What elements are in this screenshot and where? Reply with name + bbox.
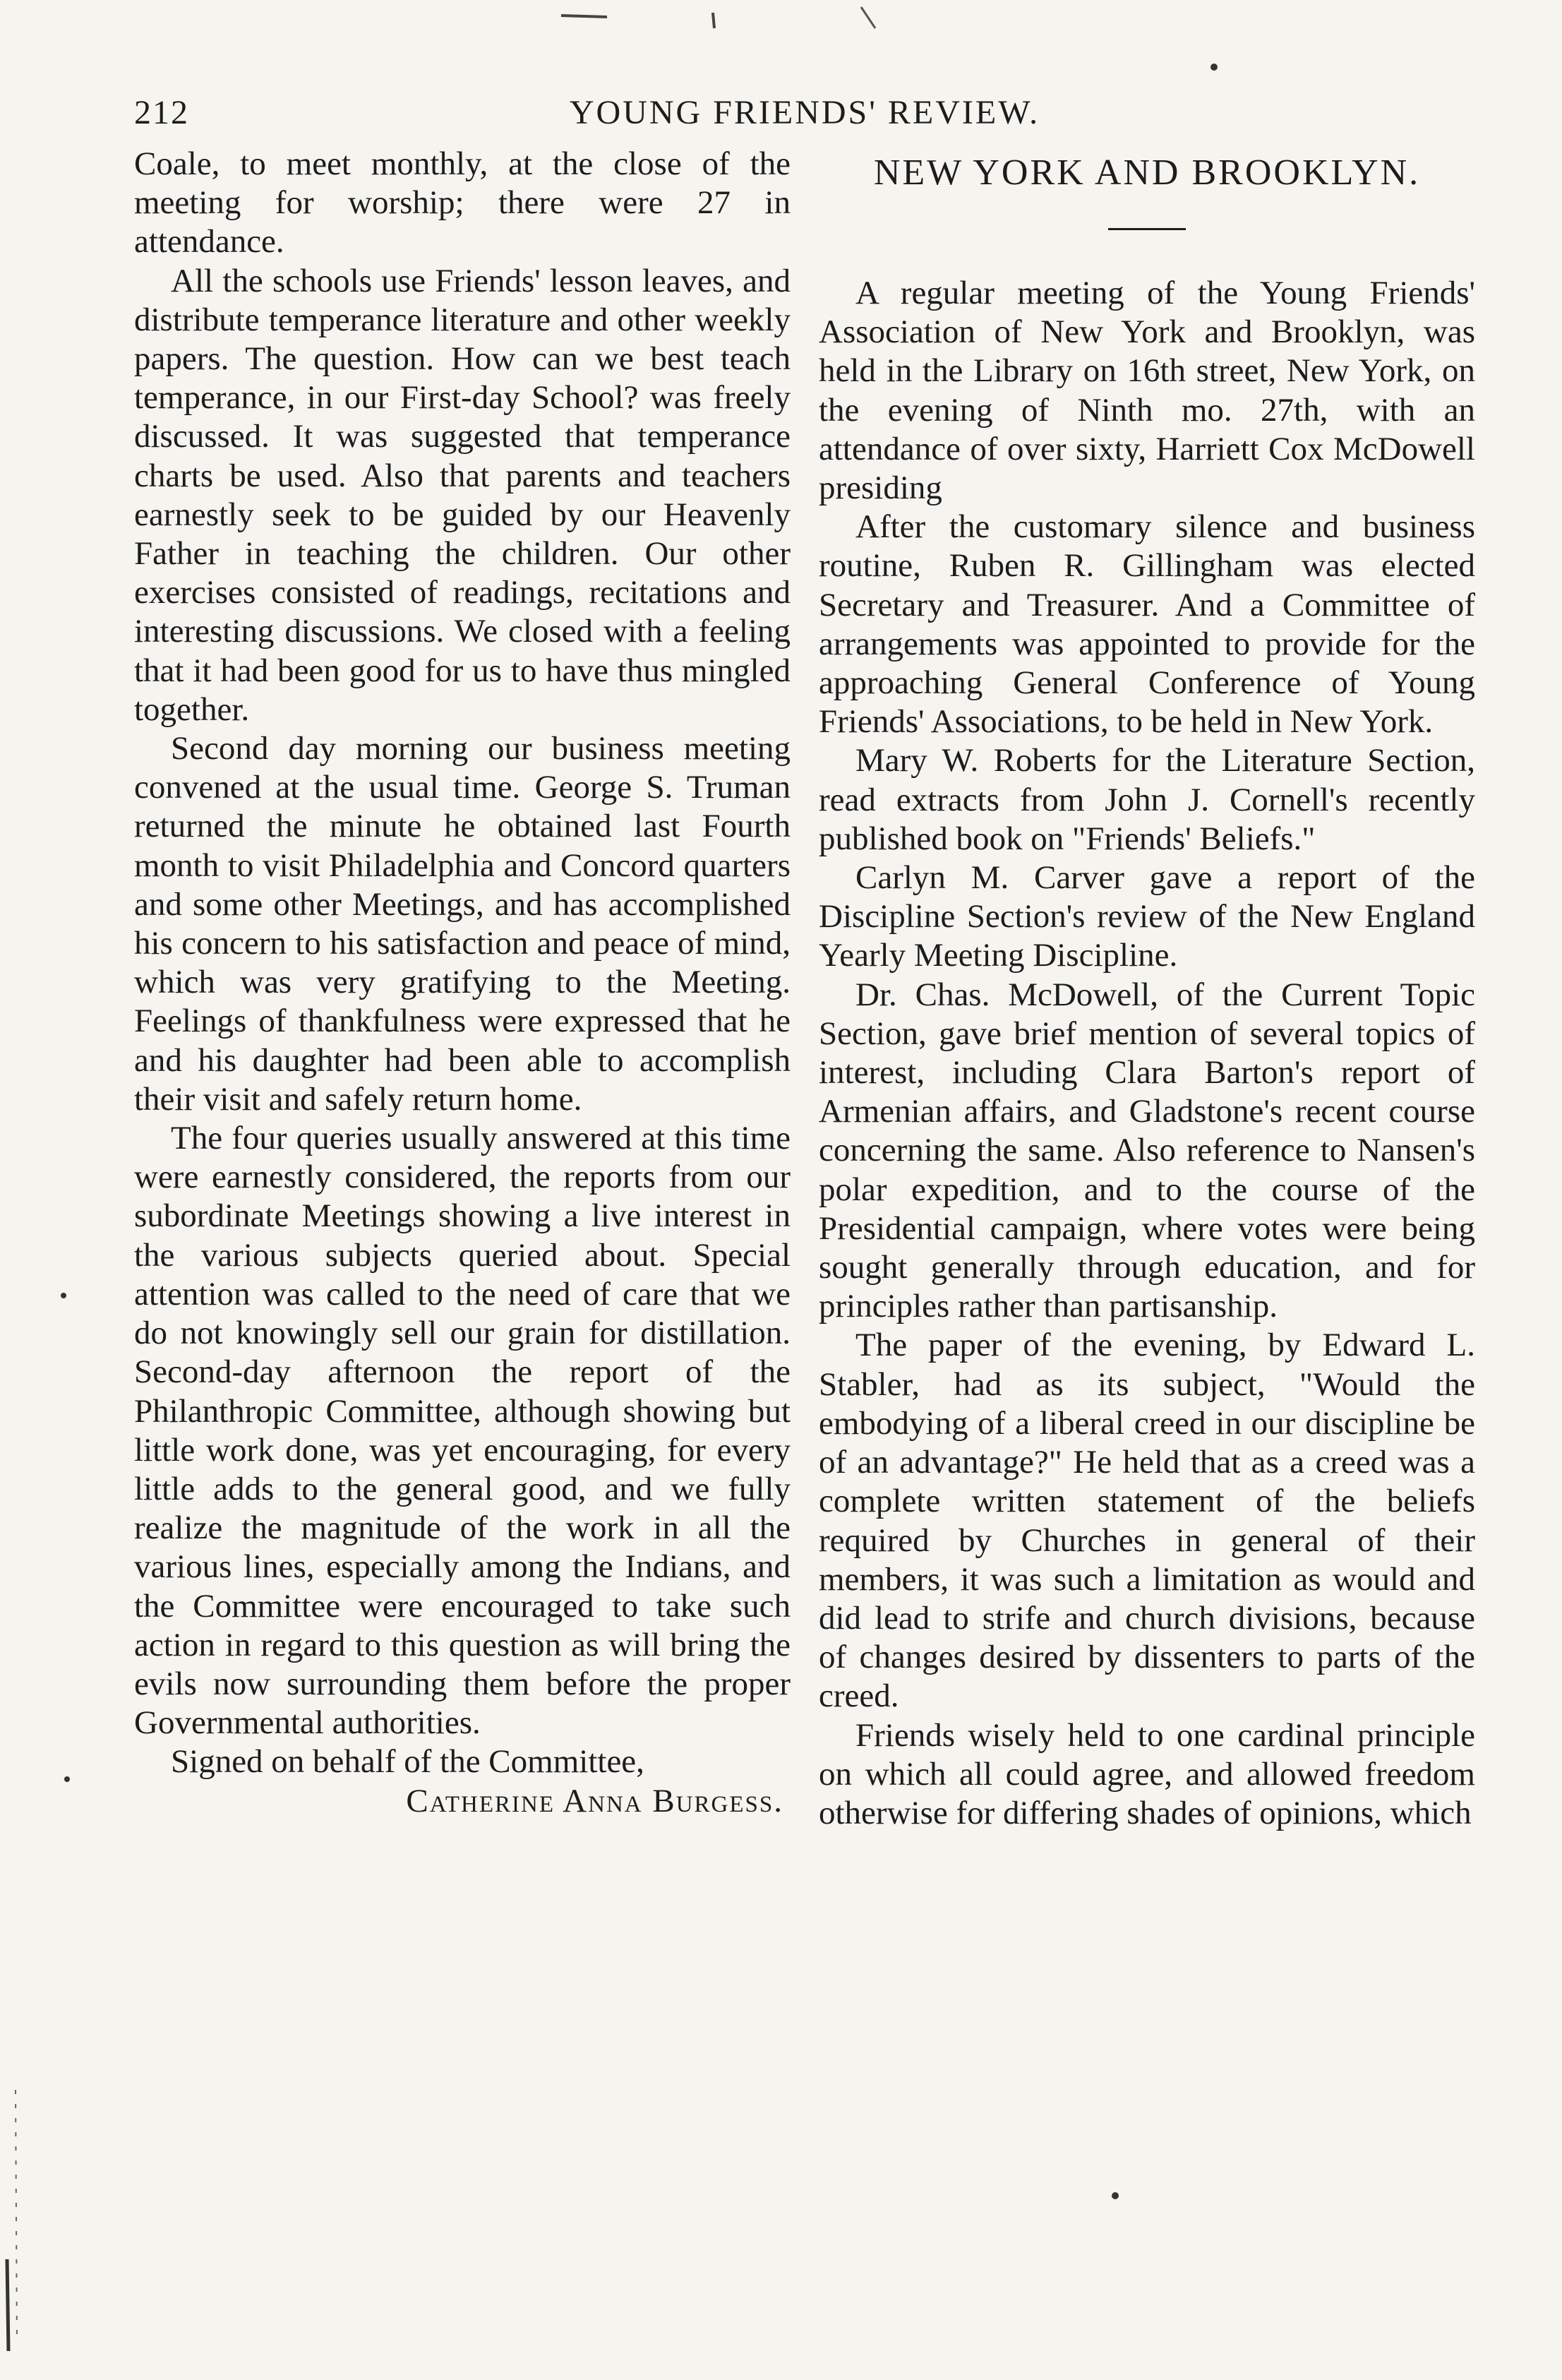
- paragraph: Friends wisely held to one cardinal principle on which all could agree, and allowed freedom otherwise for differing shades of opinions, which: [819, 1716, 1475, 1831]
- paragraph: The paper of the evening, by Edward L. Stabler, had as its subject, "Would the embodying of a liberal creed in our discipline be of an advantage?" He held that as a creed was a complete written statement of the beliefs required by Churches in general of their members, it was such a limitation as would and did lead to strife and church divisions, because of changes desired by dissenters to parts of the creed.: [819, 1327, 1475, 1715]
- right-column: [819, 145, 1475, 1833]
- journal-title: YOUNG FRIENDS' REVIEW.: [569, 94, 1040, 131]
- edge-mark: [16, 2090, 17, 2344]
- left-column: [134, 145, 791, 1821]
- paragraph: Second day morning our business meeting convened at the usual time. George S. Truman returned the minute he obtained last Fourth month to visit Philadelphia and Concord quarters and some other Meetings, and has accomplished his concern to his satisfaction and peace of mind, which was very gratifying to the Meeting. Feelings of thankfulness were expressed that he and his daughter had been able to accomplish their visit and safely return home.: [134, 730, 791, 1118]
- paragraph: A regular meeting of the Young Friends' Association of New York and Brooklyn, was held in the Library on 16th street, New York, on the evening of Ninth mo. 27th, with an attendance of over sixty, Harriett Cox McDowell presiding: [819, 275, 1475, 507]
- top-mark: [713, 13, 714, 28]
- section-title: NEW YORK AND BROOKLYN.: [873, 153, 1421, 193]
- top-mark: [861, 7, 875, 28]
- page-number: 212: [134, 94, 189, 131]
- top-mark: [561, 16, 607, 17]
- speck: [61, 1293, 66, 1298]
- paragraph: All the schools use Friends' lesson leaves, and distribute temperance literature and other weekly papers. The question. How can we best teach temperance, in our First-day School? was freely discussed. It was suggested that temperance charts be used. Also that parents and teachers earnestly seek to be guided by our Heavenly Father in teaching the children. Our other exercises consisted of readings, recitations and interesting discussions. We closed with a feeling that it had been good for us to have thus mingled together.: [134, 262, 791, 728]
- paragraph: Signed on behalf of the Committee,: [171, 1743, 644, 1781]
- paragraph: Carlyn M. Carver gave a report of the Discipline Section's review of the New England Yearly Meeting Discipline.: [819, 859, 1475, 974]
- speck: [1210, 64, 1218, 71]
- paragraph: Mary W. Roberts for the Literature Section, read extracts from John J. Cornell's recently published book on "Friends' Beliefs.": [819, 742, 1475, 857]
- section-rule: [1108, 228, 1186, 230]
- paragraph: The four queries usually answered at this time were earnestly considered, the reports from our subordinate Meetings showing a live interest in the various subjects queried about. Special attention was called to the need of care that we do not knowingly sell our grain for distillation. Second-day afternoon the report of the Philanthropic Committee, although showing but little work done, was yet encouraging, for every little adds to the general good, and we fully realize the magnitude of the work in all the various lines, especially among the Indians, and the Committee were encouraged to take such action in regard to this question as will bring the evils now surrounding them before the proper Governmental authorities.: [134, 1120, 791, 1742]
- speck: [64, 1776, 70, 1782]
- paragraph: Coale, to meet monthly, at the close of the meeting for worship; there were 27 in attendance.: [134, 145, 791, 261]
- paragraph: After the customary silence and business routine, Ruben R. Gillingham was elected Secretary and Treasurer. And a Committee of arrangements was appointed to provide for the approaching General Conference of Young Friends' Associations, to be held in New York.: [819, 508, 1475, 741]
- signature: Catherine Anna Burgess.: [406, 1782, 783, 1819]
- page-header: [134, 85, 1475, 141]
- speck: [1112, 2192, 1119, 2199]
- paragraph: Dr. Chas. McDowell, of the Current Topic Section, gave brief mention of several topics of interest, including Clara Barton's report of Armenian affairs, and Gladstone's recent course concerning the same. Also reference to Nansen's polar expedition, and to the course of the Presidential campaign, where votes were being sought generally through education, and for principles rather than partisanship.: [819, 976, 1475, 1325]
- edge-mark: [7, 2259, 8, 2351]
